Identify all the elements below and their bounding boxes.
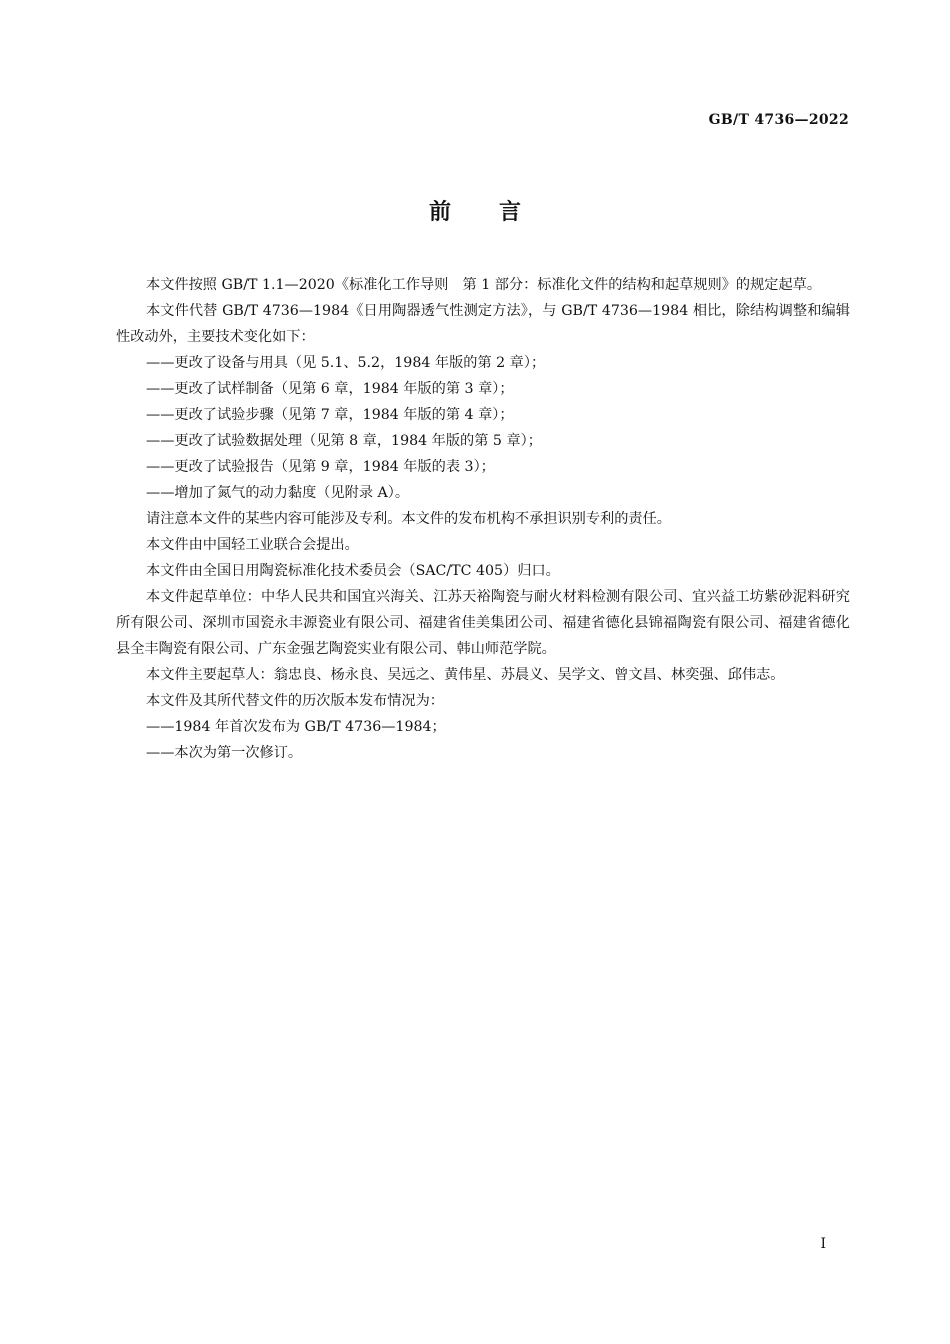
- change-item: ——增加了氮气的动力黏度（见附录 A）。: [146, 485, 410, 501]
- change-item: ——更改了设备与用具（见 5.1、5.2，1984 年版的第 2 章）；: [146, 355, 546, 371]
- paragraph-patent-notice: 请注意本文件的某些内容可能涉及专利。本文件的发布机构不承担识别专利的责任。: [146, 511, 671, 527]
- document-body: [116, 272, 850, 766]
- standard-code: GB/T 4736—2022: [708, 112, 849, 128]
- change-item: ——更改了试验报告（见第 9 章，1984 年版的表 3）；: [146, 459, 495, 475]
- change-item: ——更改了试验数据处理（见第 8 章，1984 年版的第 5 章）；: [146, 433, 542, 449]
- page-title: 前言: [428, 199, 569, 225]
- change-item: ——更改了试样制备（见第 6 章，1984 年版的第 3 章）；: [146, 381, 514, 397]
- paragraph-committee: 本文件由全国日用陶瓷标准化技术委员会（SAC/TC 405）归口。: [146, 563, 560, 579]
- paragraph-proposer: 本文件由中国轻工业联合会提出。: [146, 537, 359, 553]
- history-item: ——本次为第一次修订。: [146, 745, 303, 761]
- paragraph-drafters: 本文件主要起草人：翁忠良、杨永良、吴远之、黄伟星、苏晨义、吴学文、曾文昌、林奕强、邱伟志。: [146, 667, 785, 683]
- paragraph-replacement: 本文件代替 GB/T 4736—1984《日用陶器透气性测定方法》，与 GB/T 4736—1984 相比，除结构调整和编辑性改动外，主要技术变化如下：: [116, 303, 850, 345]
- history-item: ——1984 年首次发布为 GB/T 4736—1984；: [146, 719, 446, 735]
- page-number: I: [820, 1236, 826, 1252]
- paragraph-history-intro: 本文件及其所代替文件的历次版本发布情况为：: [146, 693, 444, 709]
- paragraph-drafting-units: 本文件起草单位：中华人民共和国宜兴海关、江苏天裕陶瓷与耐火材料检测有限公司、宜兴益工坊紫砂泥料研究所有限公司、深圳市国瓷永丰源瓷业有限公司、福建省佳美集团公司、福建省德化县锦福陶瓷有限公司、福建省德化县全丰陶瓷有限公司、广东金强艺陶瓷实业有限公司、韩山师范学院。: [116, 589, 850, 657]
- change-item: ——更改了试验步骤（见第 7 章，1984 年版的第 4 章）；: [146, 407, 514, 423]
- paragraph-drafting-rules: 本文件按照 GB/T 1.1—2020《标准化工作导则 第 1 部分：标准化文件的结构和起草规则》的规定起草。: [146, 277, 822, 293]
